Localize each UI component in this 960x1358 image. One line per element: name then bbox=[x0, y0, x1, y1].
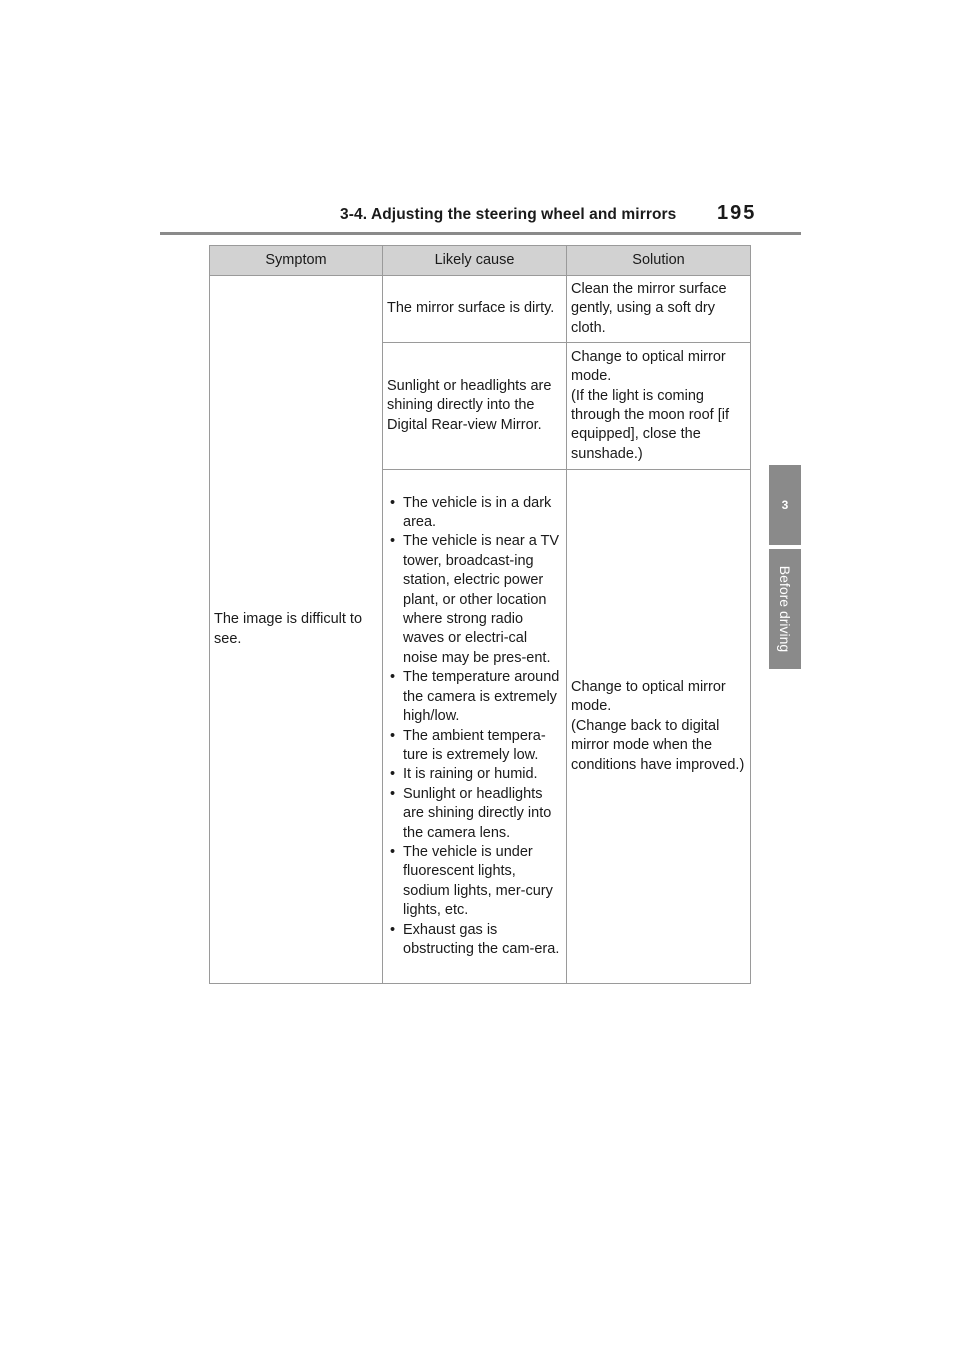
list-item: • The temperature around the camera is extremely high/low. bbox=[387, 668, 562, 726]
cause-cell: Sunlight or headlights are shining directly into the Digital Rear-view Mirror. bbox=[383, 343, 567, 470]
list-item: • It is raining or humid. bbox=[387, 765, 562, 784]
column-header-symptom: Symptom bbox=[210, 246, 383, 276]
cause-list bbox=[387, 494, 562, 960]
chapter-tab-label bbox=[769, 549, 801, 669]
column-header-solution: Solution bbox=[567, 246, 751, 276]
list-item: • The vehicle is under fluorescent lights, sodium lights, mer-cury lights, etc. bbox=[387, 843, 562, 921]
page-number: 195 bbox=[717, 202, 757, 224]
symptom-cell: The image is difficult to see. bbox=[210, 276, 383, 984]
list-item: • The vehicle is in a dark area. bbox=[387, 494, 562, 533]
section-title: 3-4. Adjusting the steering wheel and mirrors bbox=[340, 206, 677, 223]
chapter-tab-number: 3 bbox=[769, 465, 801, 545]
table-header-row bbox=[210, 246, 751, 276]
header-divider bbox=[160, 232, 801, 235]
list-item: • Exhaust gas is obstructing the cam-era. bbox=[387, 921, 562, 960]
cause-cell: The mirror surface is dirty. bbox=[383, 276, 567, 343]
solution-cell: Change to optical mirror mode. (If the light is coming through the moon roof [if equipped], close the sunshade.) bbox=[567, 343, 751, 470]
solution-cell: Clean the mirror surface gently, using a soft dry cloth. bbox=[567, 276, 751, 343]
cause-cell bbox=[383, 470, 567, 984]
troubleshooting-table bbox=[209, 245, 751, 984]
column-header-likely-cause: Likely cause bbox=[383, 246, 567, 276]
list-item: • The ambient tempera-ture is extremely low. bbox=[387, 727, 562, 766]
chapter-tab-label-text: Before driving bbox=[777, 565, 793, 653]
table-row bbox=[210, 276, 751, 343]
list-item: • Sunlight or headlights are shining directly into the camera lens. bbox=[387, 785, 562, 843]
solution-cell: Change to optical mirror mode. (Change back to digital mirror mode when the conditions have improved.) bbox=[567, 470, 751, 984]
list-item: • The vehicle is near a TV tower, broadcast-ing station, electric power plant, or other location where strong radio waves or electri-cal noise may be pres-ent. bbox=[387, 532, 562, 668]
